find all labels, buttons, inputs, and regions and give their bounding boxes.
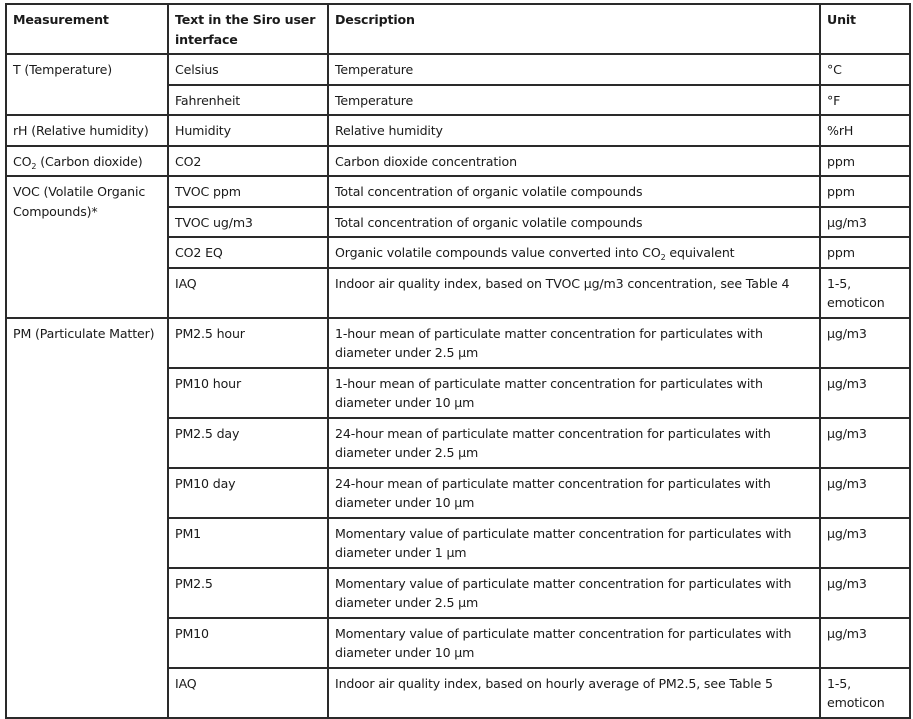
header-description: Description	[328, 4, 820, 54]
table-row	[6, 176, 910, 207]
unit-cell: µg/m3	[820, 368, 910, 418]
ui-text-cell: PM10 hour	[168, 368, 328, 418]
ui-text-cell: Humidity	[168, 115, 328, 146]
description-cell: 1-hour mean of particulate matter concentration for particulates with diameter under 2.5 µm	[328, 318, 820, 368]
description-cell: Temperature	[328, 54, 820, 85]
measurement-cell: rH (Relative humidity)	[6, 115, 168, 146]
ui-text-cell: TVOC ug/m3	[168, 207, 328, 238]
unit-cell: µg/m3	[820, 207, 910, 238]
description-cell: 24-hour mean of particulate matter concentration for particulates with diameter under 2.5 µm	[328, 418, 820, 468]
unit-cell: µg/m3	[820, 318, 910, 368]
unit-cell: 1-5, emoticon	[820, 668, 910, 718]
header-ui-text: Text in the Siro user interface	[168, 4, 328, 54]
unit-cell: µg/m3	[820, 418, 910, 468]
ui-text-cell: Celsius	[168, 54, 328, 85]
ui-text-cell: CO2	[168, 146, 328, 177]
unit-cell: ppm	[820, 146, 910, 177]
ui-text-cell: PM2.5 hour	[168, 318, 328, 368]
description-cell: Carbon dioxide concentration	[328, 146, 820, 177]
ui-text-cell: PM2.5	[168, 568, 328, 618]
ui-text-cell: PM2.5 day	[168, 418, 328, 468]
ui-text-cell: Fahrenheit	[168, 85, 328, 116]
description-cell: Momentary value of particulate matter concentration for particulates with diameter under 2.5 µm	[328, 568, 820, 618]
description-cell: Relative humidity	[328, 115, 820, 146]
table-row	[6, 318, 910, 368]
description-cell: 24-hour mean of particulate matter concentration for particulates with diameter under 10 µm	[328, 468, 820, 518]
unit-cell: µg/m3	[820, 468, 910, 518]
description-cell: Momentary value of particulate matter concentration for particulates with diameter under 1 µm	[328, 518, 820, 568]
header-unit: Unit	[820, 4, 910, 54]
unit-cell: °F	[820, 85, 910, 116]
description-cell: 1-hour mean of particulate matter concentration for particulates with diameter under 10 µm	[328, 368, 820, 418]
ui-text-cell: PM1	[168, 518, 328, 568]
unit-cell: µg/m3	[820, 518, 910, 568]
unit-cell: ppm	[820, 237, 910, 268]
header-row	[6, 4, 910, 54]
ui-text-cell: PM10 day	[168, 468, 328, 518]
ui-text-cell: IAQ	[168, 268, 328, 318]
table-row	[6, 54, 910, 85]
measurement-cell: $CO_2$ (Carbon dioxide)	[6, 146, 168, 177]
unit-cell: °C	[820, 54, 910, 85]
ui-text-cell: TVOC ppm	[168, 176, 328, 207]
unit-cell: µg/m3	[820, 618, 910, 668]
measurement-cell: PM (Particulate Matter)	[6, 318, 168, 718]
unit-cell: µg/m3	[820, 568, 910, 618]
description-cell: Momentary value of particulate matter concentration for particulates with diameter under 10 µm	[328, 618, 820, 668]
ui-text-cell: CO2 EQ	[168, 237, 328, 268]
description-cell: Indoor air quality index, based on hourly average of PM2.5, see Table 5	[328, 668, 820, 718]
ui-text-cell: PM10	[168, 618, 328, 668]
ui-text-cell: IAQ	[168, 668, 328, 718]
measurement-cell: VOC (Volatile Organic Compounds)*	[6, 176, 168, 318]
description-cell: Indoor air quality index, based on TVOC µg/m3 concentration, see Table 4	[328, 268, 820, 318]
table-row	[6, 115, 910, 146]
description-cell: Total concentration of organic volatile compounds	[328, 176, 820, 207]
header-measurement: Measurement	[6, 4, 168, 54]
description-cell: Organic volatile compounds value converted into $CO_2$ equivalent	[328, 237, 820, 268]
unit-cell: 1-5, emoticon	[820, 268, 910, 318]
unit-cell: %rH	[820, 115, 910, 146]
measurement-table	[5, 3, 911, 719]
description-cell: Temperature	[328, 85, 820, 116]
description-cell: Total concentration of organic volatile compounds	[328, 207, 820, 238]
measurement-cell: T (Temperature)	[6, 54, 168, 115]
unit-cell: ppm	[820, 176, 910, 207]
table-row	[6, 146, 910, 177]
